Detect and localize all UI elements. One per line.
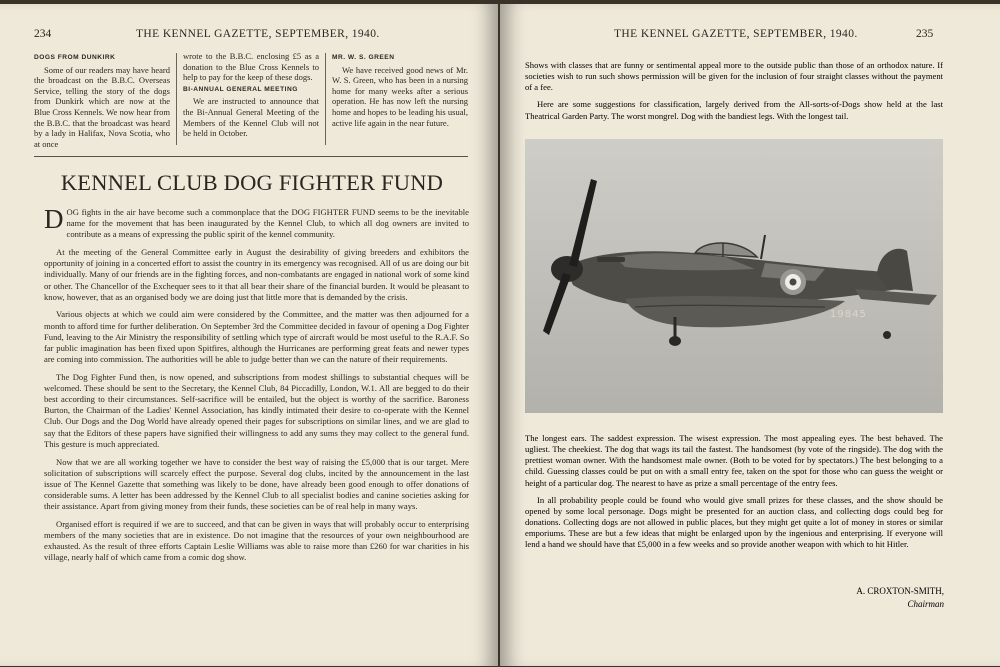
article-paragraph: Here are some suggestions for classification, largely derived from the All-sorts-of-Dogs show held at the last Theatrical Garden Party. The worst mongrel. Dog with the bandiest legs. With the longest tail.: [525, 99, 943, 121]
left-page: [0, 4, 498, 666]
column-divider: [176, 53, 177, 145]
column-general-meeting: [183, 51, 319, 139]
intro-paragraph: [44, 204, 469, 240]
drop-cap: D: [44, 204, 64, 234]
running-head: THE KENNEL GAZETTE, SEPTEMBER, 1940.: [614, 28, 858, 40]
article-paragraph: Various objects at which we could aim were considered by the Committee, and the matter was then adjourned for a month to afford time for further deliberation. On September 3rd the Committee decided in favour of opening a Dog Fighter Fund, leaving to the Air Ministry the responsibility of settling which type of aircraft would be most useful to the R.A.F. So far public imagination has been fixed upon Spitfires, although the Hurricanes are performing great feats and newer types are coming into commission. The authorities will be able to judge better than we can the nature of their requirements.: [44, 309, 469, 365]
aircraft-serial: 19845: [830, 309, 867, 320]
spitfire-illustration: [525, 139, 943, 413]
article-body: [44, 204, 469, 570]
section-heading: BI-ANNUAL GENERAL MEETING: [183, 85, 298, 93]
intro-text: OG fights in the air have become such a commonplace that the DOG FIGHTER FUND seems to be the inevitable name for the movement that has been inaugurated by the Kennel Club, to which all dog owners are invited to contribute as a means of expressing the public spirit of the kennel community.: [66, 207, 469, 240]
article-paragraph: In all probability people could be found who would give small prizes for these classes, and the show should be opened by some local personage. Dogs might be presented for an auction class, and collecting dogs could beg for donations. Collecting dogs are not allowed in public places, but they might get quite a lot of money in stores or similar emporiums. These are but a few ideas that might be enlarged upon by the ingenious and enterprising. If everyone will lend a hand we should have that £5,000 in a few weeks and so provide another weapon with which to hit Hitler.: [525, 494, 943, 550]
column-text: We have received good news of Mr. W. S. Green, who has been in a nursing home for many weeks after a serious operation. He has now left the nursing home and hopes to be leading his usual, active life again in the near future.: [332, 64, 468, 128]
column-divider: [325, 53, 326, 145]
running-head: THE KENNEL GAZETTE, SEPTEMBER, 1940.: [136, 28, 380, 40]
column-text: Some of our readers may have heard the broadcast on the B.B.C. Overseas Service, telling the story of the dogs from Dunkirk which are now at the Blue Cross Kennels. We now hear from the B.B.C. that the broadcast was heard by a lady in Halifax, Nova Scotia, who at once: [34, 64, 170, 149]
article-paragraph: Now that we are all working together we have to consider the best way of raising the £5,000 that is our target. Mere solicitation of subscriptions will scarcely effect the purpose. Several dog clubs, incited by the announcement in the last issue of The Kennel Gazette that something was likely to be done, have already been good enough to offer donations of considerable sums. A letter has been addressed by the Kennel Club to all specialist bodies and canine societies asking for their assistance. Apart from giving money from their funds, these societies can be of real help in many ways.: [44, 456, 469, 512]
article-paragraph: At the meeting of the General Committee early in August the desirability of giving breeders and exhibitors the opportunity of joining in a concerted effort to assist the country in its emergency was recognised. All of us are doing our bit individually. Many of our friends are in the fighting forces, and non-combatants are engaged in national work of some kind or other. The Chancellor of the Exchequer sees to it that all bear their share of the financial burden. It would be pleasant to know, however, that as an organised body we are doing just that little more that is demanded by the crisis.: [44, 247, 469, 302]
column-text: wrote to the B.B.C. enclosing £5 as a donation to the Blue Cross Kennels to help to pay for the keep of these dogs.: [183, 51, 319, 83]
column-dogs-from-dunkirk: [34, 51, 170, 149]
page-number: 235: [916, 28, 934, 40]
signature-name: A. CROXTON-SMITH,: [856, 586, 944, 596]
article-paragraph: Shows with classes that are funny or sentimental appeal more to the outside public than those of an orthodox nature. If societies wish to run such shows permission will be given for the inclusion of four straight classes without the payment of a fee.: [525, 60, 943, 93]
column-mr-green: [332, 51, 468, 128]
page-number: 234: [34, 28, 52, 40]
article-continued-bottom: [525, 433, 943, 557]
article-headline: KENNEL CLUB DOG FIGHTER FUND: [60, 170, 444, 195]
signature-title: Chairman: [907, 599, 944, 609]
section-heading: DOGS FROM DUNKIRK: [34, 54, 116, 61]
column-text: We are instructed to announce that the Bi-Annual General Meeting of the Members of the Kennel Club will not be held in October.: [183, 96, 319, 139]
news-columns: [34, 51, 468, 147]
section-rule: [34, 156, 468, 157]
signature-block: [700, 585, 944, 611]
section-heading: MR. W. S. GREEN: [332, 54, 395, 61]
article-paragraph: Organised effort is required if we are to succeed, and that can be given in ways that will probably occur to enterprising members of the many societies that are in existence. Do not imagine that the resources of your own neighbourhood are exhausted. As the result of three efforts Captain Leslie Williams was able to raise more than £260 for war charities in his village, nearly half of which came from a comic dog show.: [44, 518, 469, 563]
article-paragraph: The Dog Fighter Fund then, is now opened, and subscriptions from modest shillings to substantial cheques will be welcomed. These should be sent to the Secretary, the Kennel Club, 84 Piccadilly, London, W.1. All are begged to do their best according to their circumstances. Self-sacrifice will be entailed, but the object is worthy of the sacrifice. Baroness Burton, the Chairman of the Ladies' Kennel Association, has kindly intimated their desire to co-operate with the Kennel Club. Our Dogs and the Dog World have already opened their pages for subscriptions on similar lines, and we are glad to say that the Editors of these papers have signified their willingness to add any sums they may collect to the general fund. This gesture is much appreciated.: [44, 371, 469, 449]
article-continued-top: [525, 60, 943, 128]
article-paragraph: The longest ears. The saddest expression. The wisest expression. The most appealing eyes. The best behaved. The ugliest. The cheekiest. The dog that wags its tail the fastest. The handsomest (by vote of the ringside). The dog with the prettiest woman owner. With the handsomest male owner. (Both to be voted for by spectators.) The best belonging to a child. Guessing classes could be put on with a small entry fee, taken on the spot for those who can guess the weight or height of a particular dog. The nearest to have as prize a small percentage of the entry fees.: [525, 433, 943, 488]
spitfire-photograph: [525, 139, 943, 413]
